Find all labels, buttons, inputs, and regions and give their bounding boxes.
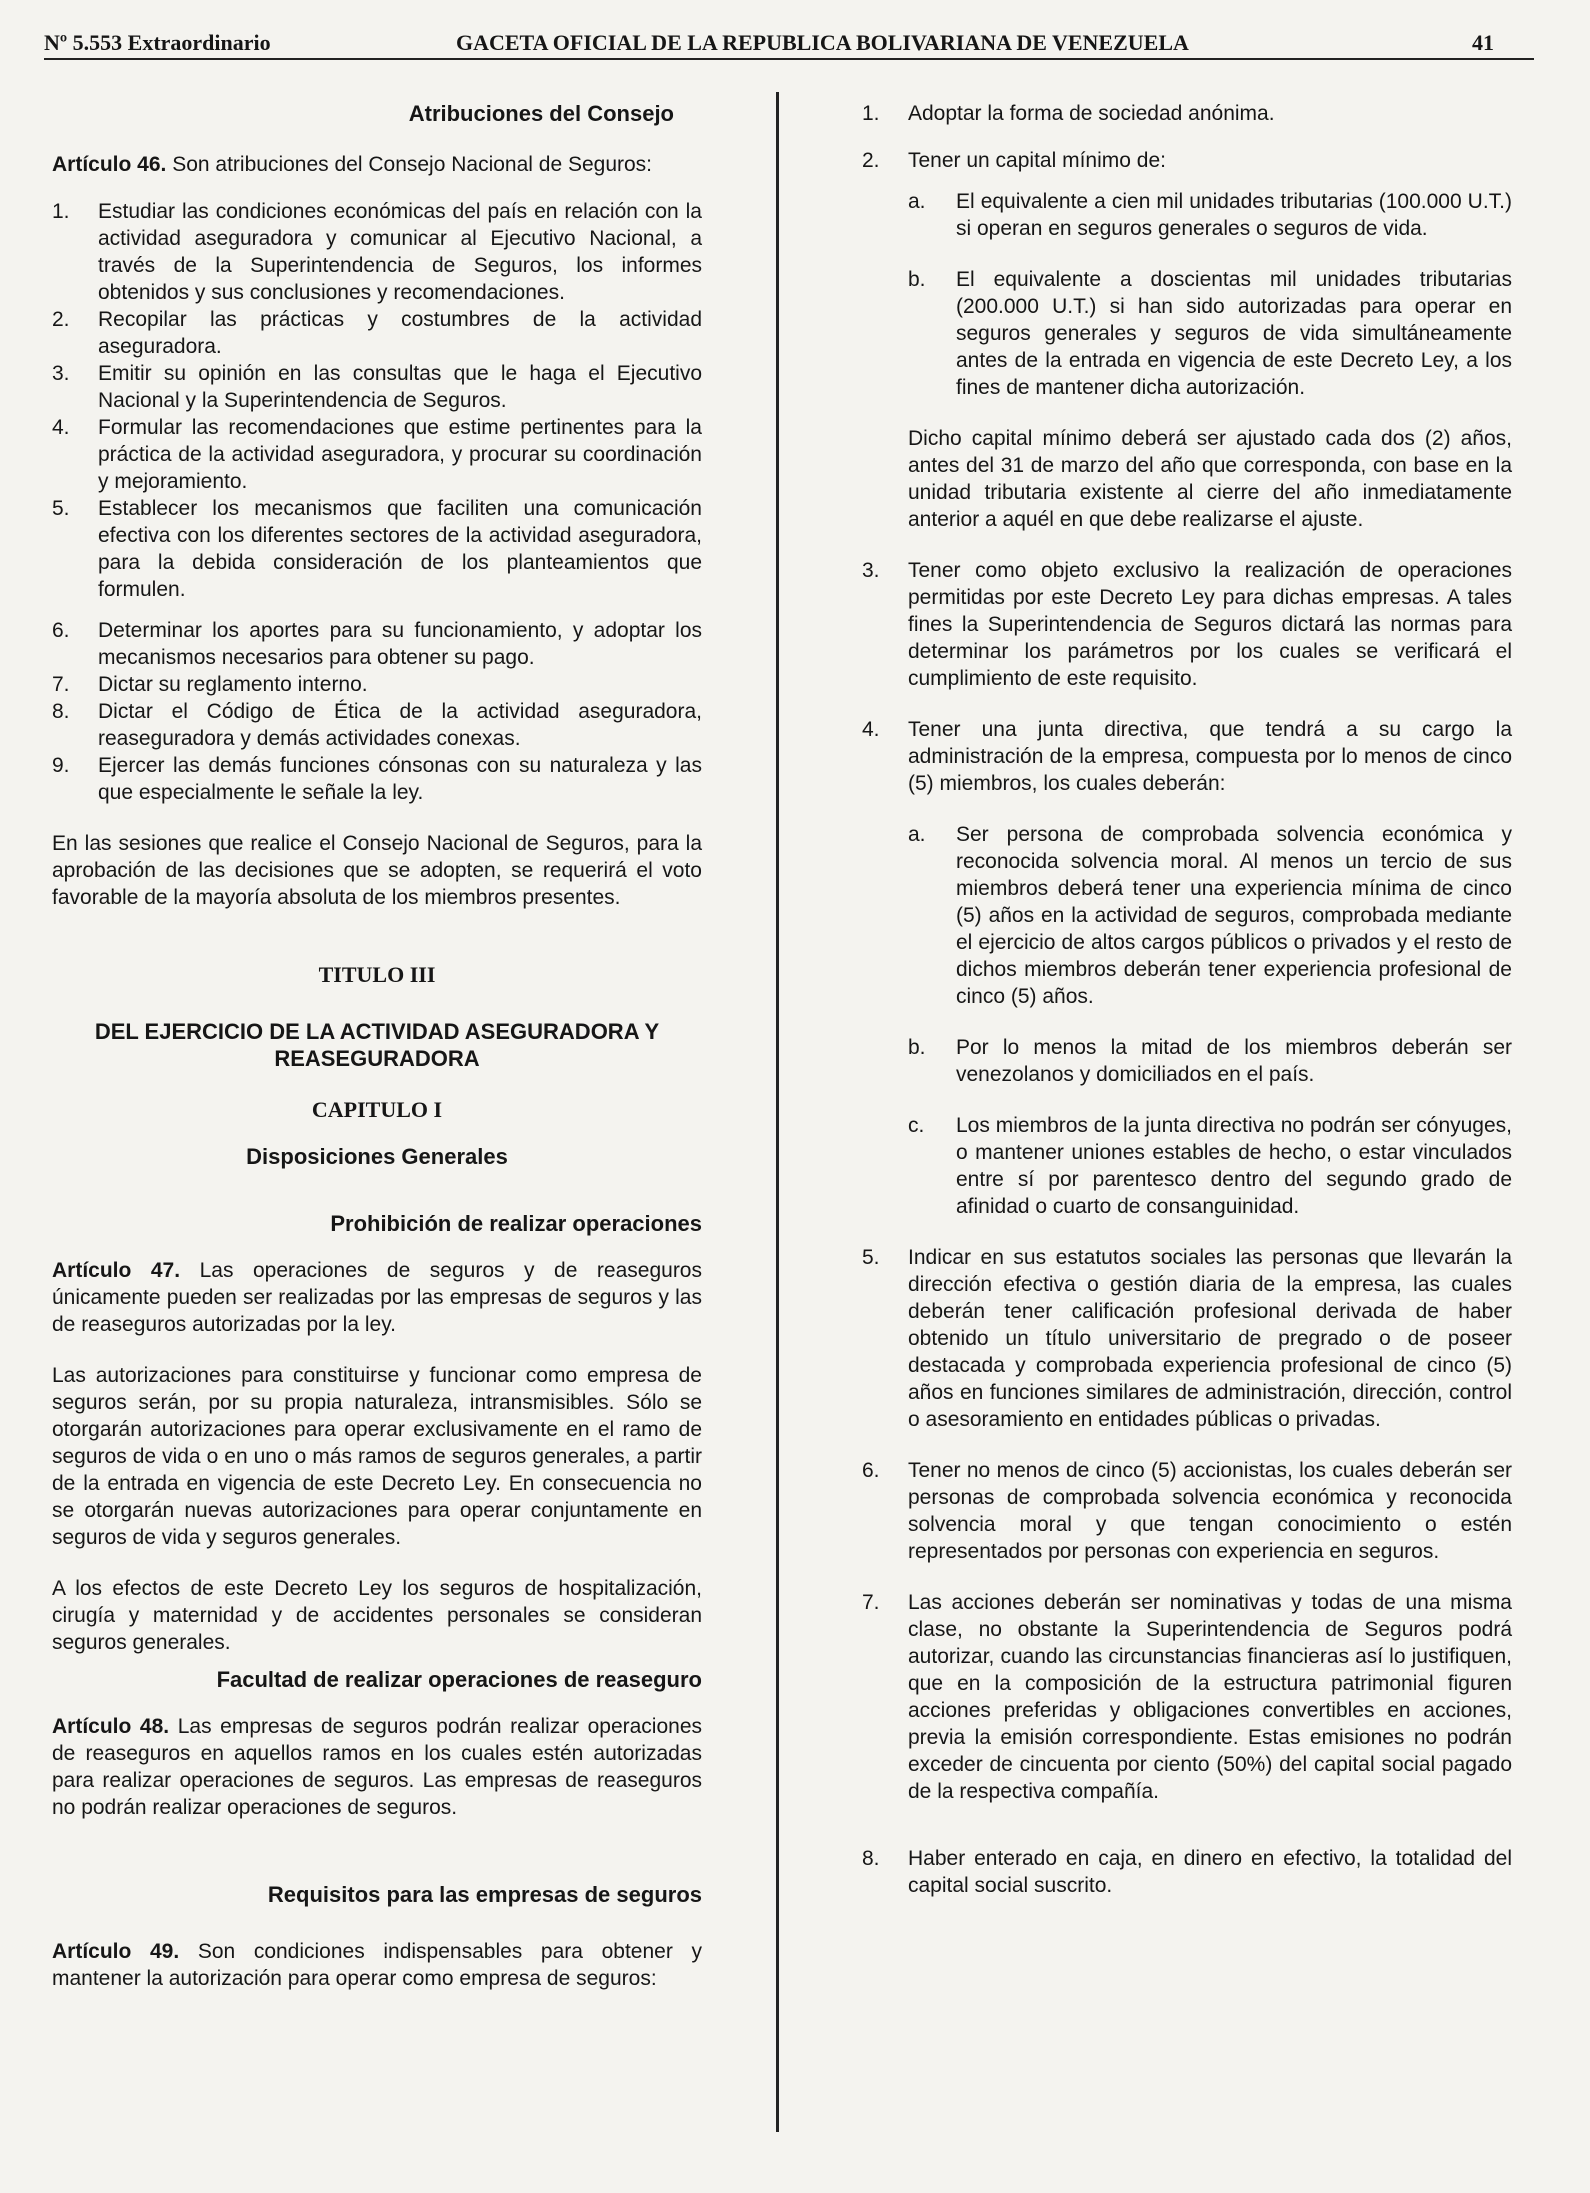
list-item: 7. Dictar su reglamento interno. <box>52 673 368 696</box>
column-divider <box>776 92 779 2132</box>
list-item: 4. Formular las recomendaciones que estime pertinentes para la práctica de la actividad aseguradora, y procurar su coordinación y mejoramiento. <box>52 416 702 493</box>
issue-number: Nº 5.553 Extraordinario <box>44 30 271 55</box>
left-column <box>52 100 702 1992</box>
heading-facultad: Facultad de realizar operaciones de reaseguro <box>216 1667 702 1692</box>
gazette-header <box>44 28 1534 60</box>
junta-sublist <box>908 821 1512 1220</box>
article-47 <box>52 1257 702 1338</box>
gazette-title: GACETA OFICIAL DE LA REPUBLICA BOLIVARIANA DE VENEZUELA <box>456 30 1189 55</box>
capital-sublist <box>908 188 1512 401</box>
article-48-label: Artículo 48. <box>52 1715 170 1738</box>
article-47-text: Las operaciones de seguros y de reaseguros únicamente pueden ser realizadas por las empresas de seguros y las de reaseguros autorizadas por la ley. <box>52 1259 702 1336</box>
list-item: 2. Tener un capital mínimo de: <box>862 149 1166 172</box>
list-item: 4. Tener una junta directiva, que tendrá a su cargo la administración de la empresa, compuesta por lo menos de cinco (5) miembros, los cuales deberán: <box>862 718 1512 795</box>
list-item: 8. Haber enterado en caja, en dinero en efectivo, la totalidad del capital social suscrito. <box>862 1847 1512 1897</box>
list-item: b. El equivalente a doscientas mil unidades tributarias (200.000 U.T.) si han sido autorizadas para operar en seguros generales y seguros de vida simultáneamente antes de la entrada en vigencia de este Decreto Ley, a los fines de mantener dicha autorización. <box>908 268 1512 399</box>
list-item: 1. Adoptar la forma de sociedad anónima. <box>862 102 1275 125</box>
article-48-text: Las empresas de seguros podrán realizar operaciones de reaseguros en aquellos ramos en los cuales estén autorizadas para realizar operaciones de seguros. Las empresas de reaseguros no podrán realizar operaciones de seguros. <box>52 1715 703 1819</box>
list-item: 2. Recopilar las prácticas y costumbres de la actividad aseguradora. <box>52 308 702 358</box>
article-46 <box>52 151 702 178</box>
list-item: 1. Estudiar las condiciones económicas del país en relación con la actividad aseguradora y comunicar al Ejecutivo Nacional, a través de la Superintendencia de Seguros, los informes obtenidos y sus conclusiones y recomendaciones. <box>52 200 702 304</box>
list-item: a. Ser persona de comprobada solvencia económica y reconocida solvencia moral. Al menos un tercio de sus miembros deberá tener una experiencia mínima de cinco (5) años en la actividad de seguros, comprobada mediante el ejercicio de altos cargos públicos o privados y el resto de dichos miembros deberán tener experiencia profesional de cinco (5) años. <box>908 823 1512 1008</box>
titulo-subtitle: DEL EJERCICIO DE LA ACTIVIDAD ASEGURADORA Y REASEGURADORA <box>94 1019 660 1071</box>
article-47-paragraph-3: A los efectos de este Decreto Ley los seguros de hospitalización, cirugía y maternidad y de accidentes personales se consideran seguros generales. <box>52 1577 702 1654</box>
list-item: 9. Ejercer las demás funciones cónsonas con su naturaleza y las que especialmente le señale la ley. <box>52 754 702 804</box>
heading-requisitos: Requisitos para las empresas de seguros <box>267 1882 702 1907</box>
article-49-list <box>862 100 1512 174</box>
list-item: 6. Determinar los aportes para su funcionamiento, y adoptar los mecanismos necesarios para obtener su pago. <box>52 619 702 669</box>
list-item: 5. Indicar en sus estatutos sociales las personas que llevarán la dirección efectiva o gestión diaria de la empresa, las cuales deberán tener calificación profesional derivada de haber obtenido un título universitario de pregrado o de poseer destacada y comprobada experiencia profesional de cinco (5) años en funciones similares de administración, dirección, control o asesoramiento en entidades públicas o privadas. <box>862 1246 1512 1431</box>
disposiciones-generales: Disposiciones Generales <box>246 1144 508 1169</box>
article-47-paragraph-2: Las autorizaciones para constituirse y funcionar como empresa de seguros serán, por su propia naturaleza, intransmisibles. Sólo se otorgarán autorizaciones para operar exclusivamente en el ramo de seguros de vida o en uno o más ramos de seguros generales, a partir de la entrada en vigencia de este Decreto Ley. En consecuencia no se otorgarán nuevas autorizaciones para operar conjuntamente en seguros de vida y seguros generales. <box>52 1364 702 1549</box>
article-46-label: Artículo 46. <box>52 153 167 176</box>
article-48 <box>52 1713 702 1821</box>
list-item: 6. Tener no menos de cinco (5) accionistas, los cuales deberán ser personas de comprobada solvencia económica y reconocida solvencia moral y que tengan conocimiento o estén representados por personas con experiencia en seguros. <box>862 1459 1512 1563</box>
list-item: 3. Tener como objeto exclusivo la realización de operaciones permitidas por este Decreto Ley para dichas empresas. A tales fines la Superintendencia de Seguros dictará las normas para determinar los parámetros por los cuales se verificará el cumplimiento de este requisito. <box>862 559 1512 690</box>
article-49-list-end <box>862 1244 1512 1899</box>
right-column <box>862 100 1512 1899</box>
capitulo-i: CAPITULO I <box>311 1097 443 1122</box>
sessions-paragraph: En las sesiones que realice el Consejo Nacional de Seguros, para la aprobación de las decisiones que se adopten, se requerirá el voto favorable de la mayoría absoluta de los miembros presentes. <box>52 832 702 909</box>
list-item: a. El equivalente a cien mil unidades tributarias (100.000 U.T.) si operan en seguros generales o seguros de vida. <box>908 190 1512 240</box>
list-item: 7. Las acciones deberán ser nominativas y todas de una misma clase, no obstante la Superintendencia de Seguros podrá autorizar, cuando las circunstancias financieras así lo justifiquen, que en la composición de la estructura patrimonial figuren acciones preferidas y obligaciones convertibles en acciones, previa la emisión correspondiente. Estas emisiones no podrán exceder de cincuenta por ciento (50%) del capital social pagado de la respectiva compañía. <box>862 1591 1512 1803</box>
article-47-label: Artículo 47. <box>52 1259 181 1282</box>
capital-adjustment-paragraph: Dicho capital mínimo deberá ser ajustado cada dos (2) años, antes del 31 de marzo del año que corresponda, con base en la unidad tributaria existente al cierre del año inmediatamente anterior a aquél en que debe realizarse el ajuste. <box>908 427 1512 531</box>
heading-atribuciones: Atribuciones del Consejo <box>408 101 674 126</box>
list-item: 8. Dictar el Código de Ética de la actividad aseguradora, reaseguradora y demás actividades conexas. <box>52 700 702 750</box>
article-46-list <box>52 198 702 806</box>
list-item: b. Por lo menos la mitad de los miembros deberán ser venezolanos y domiciliados en el país. <box>908 1036 1512 1086</box>
article-49-text: Son condiciones indispensables para obtener y mantener la autorización para operar como empresa de seguros: <box>52 1940 702 1990</box>
article-49 <box>52 1938 702 1992</box>
list-item: 5. Establecer los mecanismos que faciliten una comunicación efectiva con los diferentes sectores de la actividad aseguradora, para la debida consideración de los planteamientos que formulen. <box>52 497 702 601</box>
article-46-text: Son atribuciones del Consejo Nacional de Seguros: <box>172 153 653 176</box>
article-49-list-cont <box>862 557 1512 797</box>
article-49-label: Artículo 49. <box>52 1940 180 1963</box>
list-item: 3. Emitir su opinión en las consultas que le haga el Ejecutivo Nacional y la Superintendencia de Seguros. <box>52 362 702 412</box>
page-number: 41 <box>1472 30 1494 55</box>
titulo-iii: TITULO III <box>318 962 436 987</box>
heading-prohibicion: Prohibición de realizar operaciones <box>330 1211 702 1236</box>
list-item: c. Los miembros de la junta directiva no podrán ser cónyuges, o mantener uniones estables de hecho, o estar vinculados entre sí por parentesco dentro del segundo grado de afinidad o cuarto de consanguinidad. <box>908 1114 1512 1218</box>
